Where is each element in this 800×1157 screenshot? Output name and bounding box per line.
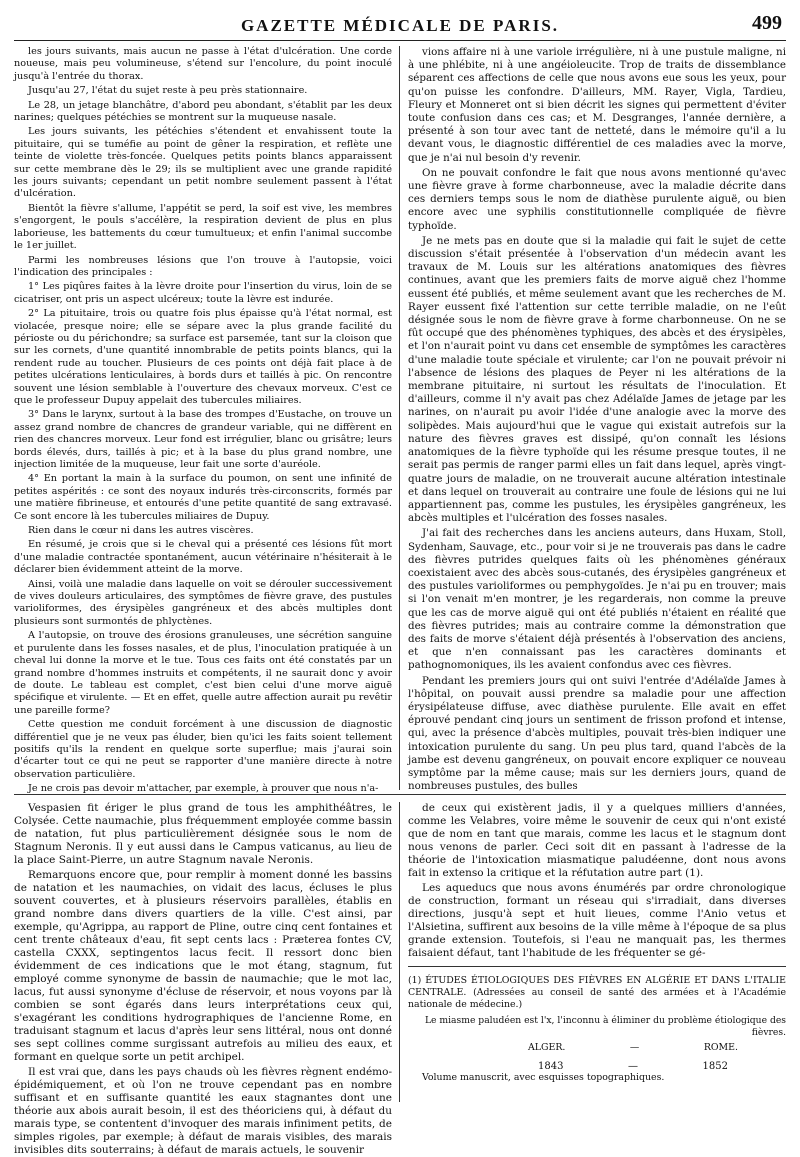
paragraph: les jours suivants, mais aucun ne passe à l'état d'ulcération. Une corde noueuse, mais peu volumineuse, s'étend sur l'encolure, du point inoculé jusqu'à l'entrée du thorax. (14, 46, 392, 82)
footnote-epigraph: Le miasme paludéen est l'x, l'inconnu à éliminer du problème étiologique des fièvres. (424, 1015, 786, 1038)
footnote (408, 966, 786, 1084)
paragraph: Je ne mets pas en doute que si la maladie qui fait le sujet de cette discussion s'était présentée à l'observation d'un médecin avant les travaux de M. Louis sur les altérations anatomiques des fièvres continues, avant que les premiers faits de morve aiguë chez l'homme eussent été publiés, et même seulement avant que les recherches de M. Rayer eussent fixé l'attention sur cette terrible maladie, on ne l'eût désignée sous le nom de fièvre grave à forme charbonneuse. On ne se fût occupé que des phénomènes typhiques, des abcès et des érysipèles, et l'on n'aurait point vu dans cet ensemble de symptômes les caractères d'une maladie toute spéciale et virulente; car l'on ne pouvait prévoir ni l'absence de lésions des plaques de Peyer ni les altérations de la membrane pituitaire, ni surtout les résultats de l'inoculation. Et d'ailleurs, comme il n'y avait pas chez Adélaïde James de jetage par les narines, on n'aurait pu avoir l'idée d'une analogie avec la morve des solipèdes. Mais aujourd'hui que le vague qui existait autrefois sur la nature des fièvres graves est dissipé, qu'on connaît les lésions anatomiques de la fièvre typhoïde qui les résume presque toutes, il ne serait pas permis de ranger parmi elles un fait dans lequel, après vingt-quatre jours de maladie, on ne trouverait aucune altération intestinale et dans lequel on trouverait au contraire une foule de lésions qui ne lui appartiennent pas, comme les pustules, les érysipèles gangréneux, les abcès multiples et l'ulcération des fosses nasales. (408, 234, 786, 525)
footnote-years (538, 1061, 728, 1072)
feuilleton-right-paragraphs (408, 802, 786, 960)
journal-title: GAZETTE MÉDICALE DE PARIS. (240, 16, 560, 35)
column-divider-bottom (399, 802, 400, 1102)
paragraph: Remarquons encore que, pour remplir à moment donné les bassins de natation et les naumachies, on vidait des lacus, écluses le plus souvent couvertes, et à plusieurs réservoirs parallèles, établis en grand nombre dans divers quartiers de la ville. C'est ainsi, par exemple, qu'Agrippa, au rapport de Pline, outre cinq cent fontaines et cent trente châteaux d'eau, fit sept cents lacs : Præterea fontes CV, castella CXXX, septingentos lacus fecit. Il ressort donc bien évidemment de ces indications que le mot étang, stagnum, fut employé comme synonyme de bassin de naumachie; que le mot lac, lacus, fut aussi synonyme d'écluse de réservoir, et nous voyons par là combien se sont égarés dans leurs interprétations ceux qui, s'exagérant les conditions hydrographiques de l'ancienne Rome, en traduisant stagnum et lacus d'après leur sens littéral, nous ont donné ses sept collines comme surgissant autrefois au milieu des eaux, et formant en quelque sorte un petit archipel. (14, 869, 392, 1063)
paragraph: 3° Dans le larynx, surtout à la base des trompes d'Eustache, on trouve un assez grand nombre de chancres de grandeur variable, qui ne diffèrent en rien des chancres morveux. Leur fond est irrégulier, blanc ou grisâtre; leurs bords élevés, durs, taillés à pic; et à la base du plus grand nombre, une injection limitée de la muqueuse, leur fait une sorte d'auréole. (14, 409, 392, 470)
section-divider (14, 794, 786, 795)
place-2: ROME. (703, 1042, 738, 1053)
paragraph: Le 28, un jetage blanchâtre, d'abord peu abondant, s'établit par les deux narines; quelques pétéchies se montrent sur la muqueuse nasale. (14, 99, 392, 124)
paragraph: Jusqu'au 27, l'état du sujet reste à peu près stationnaire. (28, 85, 308, 97)
footnote-text: (1) ÉTUDES ÉTIOLOGIQUES DES FIÈVRES EN ALGÉRIE ET DANS L'ITALIE CENTRALE. (Adressées au conseil de santé des armées et à l'Académie nationale de médecine.) (408, 975, 786, 1010)
paragraph: Les jours suivants, les pétéchies s'étendent et envahissent toute la pituitaire, qui se tuméfie au point de gêner la respiration, et reflète une teinte de violette très-foncée. Quelques petits points blancs apparaissent sur cette membrane dès le 29; ils se multiplient avec une grande rapidité les jours suivants; cependant un petit nombre seulement passent à l'état d'ulcération. (14, 126, 392, 200)
article-right-column (408, 46, 786, 793)
page-number: 499 (752, 12, 782, 34)
article-left-column (14, 46, 392, 795)
paragraph: Il est vrai que, dans les pays chauds où les fièvres règnent endémo-épidémiquement, et où l'on ne trouve cependant pas en nombre suffisant et en suffisante quantité les eaux stagnantes dont une théorie aux abois aurait besoin, il est des théoriciens qui, à défaut du marais type, se contentent d'invoquer des marais infiniment petits, de simples rigoles, par exemple; à défaut de marais visibles, des marais invisibles dits souterrains; à défaut de marais actuels, le souvenir (14, 1066, 392, 1156)
paragraph: 2° La pituitaire, trois ou quatre fois plus épaisse qu'à l'état normal, est violacée, presque noire; elle se sépare avec la plus grande facilité du périoste ou du périchondre; sa surface est parsemée, tant sur la cloison que sur les cornets, d'une quantité innombrable de petits points blancs, qui la rendent rude au toucher. Plusieurs de ces points ont déjà fait place à de petites ulcérations lenticulaires, à bords durs et taillés à pic. On rencontre souvent une lésion semblable à l'ouverture des chevaux morveux. C'est ce que le professeur Dupuy appelait des tubercules miliaires. (14, 308, 392, 406)
paragraph: Rien dans le cœur ni dans les autres viscères. (28, 525, 254, 537)
newspaper-page (14, 10, 786, 1156)
paragraph: 1° Les piqûres faites à la lèvre droite pour l'insertion du virus, loin de se cicatriser, ont pris un aspect ulcéreux; toute la lèvre est indurée. (14, 281, 392, 305)
year-1: 1843 (538, 1061, 564, 1072)
place-sep: — (629, 1042, 640, 1053)
header-rule (14, 40, 786, 41)
paragraph: En résumé, je crois que si le cheval qui a présenté ces lésions fût mort d'une maladie contractée spontanément, aucun vétérinaire n'hésiterait à le déclarer bien évidemment atteint de la morve. (14, 539, 392, 576)
paragraph: Parmi les nombreuses lésions que l'on trouve à l'autopsie, voici l'indication des principales : (14, 254, 392, 278)
footnote-volume-note: Volume manuscrit, avec esquisses topographiques. (422, 1072, 665, 1083)
paragraph: Ainsi, voilà une maladie dans laquelle on voit se dérouler successivement de vives douleurs articulaires, des symptômes de fièvre grave, des pustules varioliformes, des érysipèles gangréneux et des abcès multiples dont plusieurs sont surmontés de phlyctènes. (14, 578, 392, 627)
paragraph: Je ne crois pas devoir m'attacher, par exemple, à prouver que nous n'a- (28, 783, 379, 795)
paragraph: J'ai fait des recherches dans les anciens auteurs, dans Huxam, Stoll, Sydenham, Sauvage, etc., pour voir si je ne trouverais pas dans le cadre des fièvres putrides quelques faits où les phénomènes généraux coexistaient avec des abcès sous-cutanés, des érysipèles gangréneux et des pustules varioliformes ou pemphygoïdes. Je n'ai pu en trouver; mais si l'on venait m'en montrer, je les regarderais, non comme la preuve que les cas de morve aiguë qui ont été publiés n'étaient en réalité que des fièvres putrides; mais au contraire comme la démonstration que des faits de morve s'étaient déjà présentés à l'observation des anciens, et que n'en connaissant pas les caractères dominants et pathognomoniques, ils les avaient confondus avec ces fièvres. (408, 527, 786, 672)
paragraph: Pendant les premiers jours qui ont suivi l'entrée d'Adélaïde James à l'hôpital, on pouvait aussi prendre sa maladie pour une affection érysipélateuse diffuse, avec diathèse purulente. Elle avait en effet éprouvé pendant cinq jours un sentiment de frisson profond et intense, qui, avec la présence d'abcès multiples, pouvait très-bien indiquer une intoxication purulente du sang. Un peu plus tard, quand l'abcès de la jambe est devenu gangréneux, on pouvait encore expliquer ce nouveau symptôme par la même cause; mais sur les derniers jours, quand de nombreuses pustules, des bulles (408, 674, 786, 793)
feuilleton-left-column (14, 802, 392, 1156)
footnote-places (528, 1042, 738, 1053)
paragraph: 4° En portant la main à la surface du poumon, on sent une infinité de petites aspérités : ce sont des noyaux indurés très-circonscrits, formés par une matière fibrineuse, et entourés d'une petite quantité de sang extravasé. Ce sont encore là les tubercules miliaires de Dupuy. (14, 473, 392, 522)
year-2: 1852 (702, 1061, 728, 1072)
feuilleton-right-column (408, 802, 786, 1102)
paragraph: Les aqueducs que nous avons énumérés par ordre chronologique de construction, formant un réseau qui s'irradiait, dans diverses directions, jusqu'à sept et huit lieues, comme l'Anio vetus et l'Alsietina, suffirent aux besoins de la ville même à l'époque de sa plus grande extension. Toutefois, si l'eau ne manquait pas, les thermes faisaient défaut, tant l'habitude de les fréquenter se gé- (408, 882, 786, 959)
paragraph: Vespasien fit ériger le plus grand de tous les amphithéâtres, le Colysée. Cette naumachie, plus fréquemment employée comme bassin de natation, fut plus particulièrement désignée sous le nom de Stagnum Neronis. Il y eut aussi dans le Campus vaticanus, au lieu de la place Saint-Pierre, un autre Stagnum navale Neronis. (14, 802, 392, 866)
page-header (14, 10, 786, 38)
paragraph: vions affaire ni à une variole irrégulière, ni à une pustule maligne, ni à une phlébite, ni à une angéioleucite. Trop de traits de dissemblance séparent ces affections de celle que nous avons eue sous les yeux, pour qu'on puisse les confondre. D'ailleurs, MM. Rayer, Vigla, Tardieu, Fleury et Monneret ont si bien décrit les signes qui permettent d'éviter toute confusion dans ces cas; et M. Desgranges, l'année dernière, a présenté à son tour avec tant de netteté, dans le mémoire qu'il a lu devant vous, le diagnostic différentiel de ces maladies avec la morve, que je n'ai nul besoin d'y revenir. (408, 46, 786, 164)
paragraph: de ceux qui existèrent jadis, il y a quelques milliers d'années, comme les Velabres, voire même le souvenir de ceux qui n'ont existé que de nom en tant que marais, comme les lacus et le stagnum dont nous venons de parler. Ceci soit dit en passant à l'adresse de la théorie de l'intoxication miasmatique paludéenne, dont nous avons fait in extenso la critique et la réfutation autre part (1). (408, 802, 786, 879)
paragraph: Bientôt la fièvre s'allume, l'appétit se perd, la soif est vive, les membres s'engorgent, le pouls s'accélère, la respiration devient de plus en plus laborieuse, les battements du cœur tumultueux; et enfin l'animal succombe le 1er juillet. (14, 202, 392, 252)
column-divider (399, 46, 400, 790)
main-article (14, 46, 786, 795)
feuilleton-section (14, 802, 786, 1156)
paragraph: On ne pouvait confondre le fait que nous avons mentionné qu'avec une fièvre grave à forme charbonneuse, avec la maladie décrite dans ces derniers temps sous le nom de diathèse purulente aiguë, ou bien encore avec une syphilis constitutionnelle compliquée de fièvre typhoïde. (408, 166, 786, 232)
paragraph: A l'autopsie, on trouve des érosions granuleuses, une sécrétion sanguine et purulente dans les fosses nasales, et de plus, l'inoculation pratiquée à un cheval lui donne la morve et le tue. Tous ces faits ont été constatés par un grand nombre d'hommes instruits et compétents, il ne saurait donc y avoir de doute. Le tableau est complet, c'est bien celui d'une morve aiguë spécifique et virulente. — Et en effet, quelle autre affection aurait pu revêtir une pareille forme? (14, 630, 392, 716)
place-1: ALGER. (528, 1042, 566, 1053)
paragraph: Cette question me conduit forcément à une discussion de diagnostic différentiel que je ne veux pas éluder, bien qu'ici les faits soient tellement positifs qu'ils la rendent en quelque sorte superflue; mais j'aurai soin d'écarter tout ce qui ne peut se rapporter d'une manière directe à notre observation particulière. (14, 719, 392, 780)
year-sep: — (628, 1061, 638, 1072)
